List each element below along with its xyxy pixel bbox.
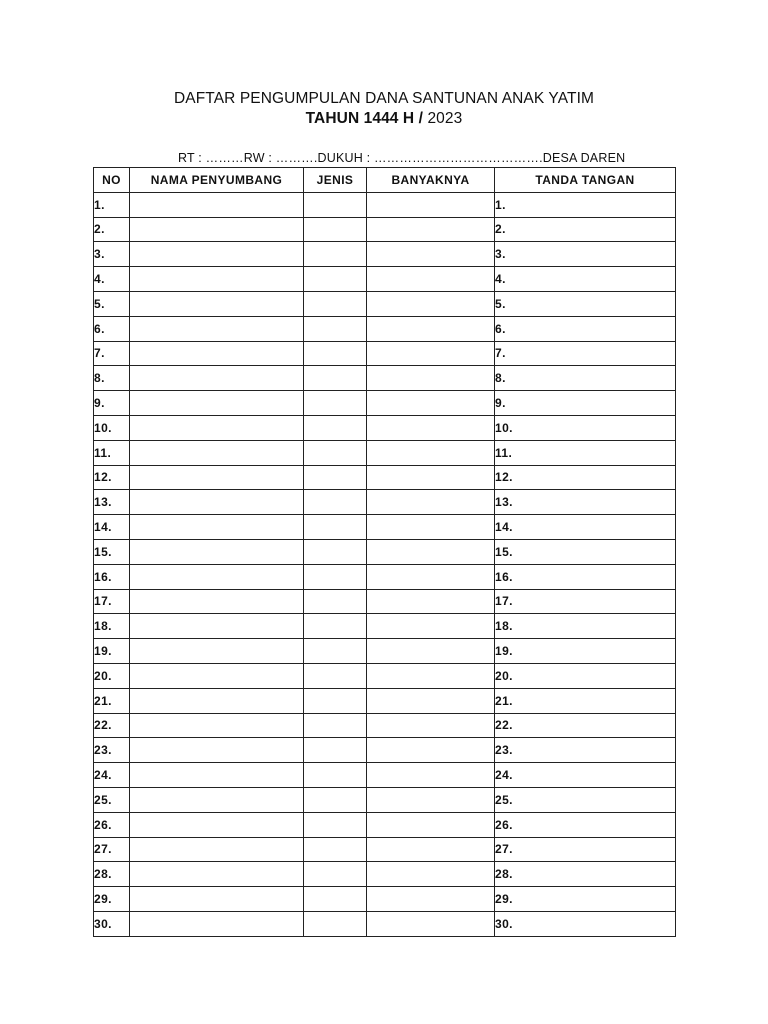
amount-cell [367, 217, 495, 242]
amount-cell [367, 242, 495, 267]
table-row [94, 639, 676, 664]
signature-cell: 2. [495, 217, 676, 242]
type-cell [304, 391, 367, 416]
amount-cell [367, 391, 495, 416]
donor-name-cell [130, 217, 304, 242]
table-row [94, 887, 676, 912]
table-row [94, 415, 676, 440]
table-row [94, 490, 676, 515]
row-number: 28. [94, 862, 130, 887]
signature-cell: 7. [495, 341, 676, 366]
signature-cell: 14. [495, 515, 676, 540]
type-cell [304, 415, 367, 440]
table-row [94, 911, 676, 936]
donor-name-cell [130, 490, 304, 515]
row-number: 12. [94, 465, 130, 490]
amount-cell [367, 589, 495, 614]
row-number: 25. [94, 787, 130, 812]
type-cell [304, 663, 367, 688]
column-header-type: JENIS [304, 168, 367, 193]
table-row [94, 663, 676, 688]
amount-cell [367, 713, 495, 738]
donor-name-cell [130, 688, 304, 713]
table-row [94, 614, 676, 639]
column-header-donor-name: NAMA PENYUMBANG [130, 168, 304, 193]
type-cell [304, 515, 367, 540]
donation-table [93, 167, 676, 937]
donor-name-cell [130, 862, 304, 887]
donor-name-cell [130, 366, 304, 391]
signature-cell: 18. [495, 614, 676, 639]
donor-name-cell [130, 911, 304, 936]
donor-name-cell [130, 713, 304, 738]
type-cell [304, 688, 367, 713]
table-row [94, 316, 676, 341]
row-number: 2. [94, 217, 130, 242]
row-number: 27. [94, 837, 130, 862]
donor-name-cell [130, 291, 304, 316]
signature-cell: 22. [495, 713, 676, 738]
donor-name-cell [130, 812, 304, 837]
row-number: 19. [94, 639, 130, 664]
row-number: 22. [94, 713, 130, 738]
donor-name-cell [130, 539, 304, 564]
donor-name-cell [130, 242, 304, 267]
donor-name-cell [130, 316, 304, 341]
amount-cell [367, 663, 495, 688]
table-row [94, 391, 676, 416]
amount-cell [367, 539, 495, 564]
table-row [94, 713, 676, 738]
type-cell [304, 242, 367, 267]
type-cell [304, 217, 367, 242]
amount-cell [367, 341, 495, 366]
document-subtitle [0, 110, 768, 128]
donor-name-cell [130, 391, 304, 416]
signature-cell: 16. [495, 564, 676, 589]
table-row [94, 242, 676, 267]
type-cell [304, 366, 367, 391]
signature-cell: 20. [495, 663, 676, 688]
type-cell [304, 440, 367, 465]
row-number: 17. [94, 589, 130, 614]
signature-cell: 17. [495, 589, 676, 614]
year-hijri: TAHUN 1444 H / [305, 110, 424, 127]
donor-name-cell [130, 415, 304, 440]
amount-cell [367, 911, 495, 936]
row-number: 8. [94, 366, 130, 391]
amount-cell [367, 887, 495, 912]
signature-cell: 8. [495, 366, 676, 391]
signature-cell: 19. [495, 639, 676, 664]
type-cell [304, 763, 367, 788]
donor-name-cell [130, 192, 304, 217]
amount-cell [367, 440, 495, 465]
table-row [94, 862, 676, 887]
type-cell [304, 738, 367, 763]
signature-cell: 21. [495, 688, 676, 713]
table-row [94, 812, 676, 837]
amount-cell [367, 738, 495, 763]
row-number: 1. [94, 192, 130, 217]
signature-cell: 26. [495, 812, 676, 837]
row-number: 15. [94, 539, 130, 564]
type-cell [304, 192, 367, 217]
table-row [94, 515, 676, 540]
table-row [94, 267, 676, 292]
row-number: 3. [94, 242, 130, 267]
table-row [94, 688, 676, 713]
donor-name-cell [130, 614, 304, 639]
signature-cell: 1. [495, 192, 676, 217]
type-cell [304, 539, 367, 564]
amount-cell [367, 639, 495, 664]
signature-cell: 30. [495, 911, 676, 936]
amount-cell [367, 564, 495, 589]
table-header-row [94, 168, 676, 193]
table-row [94, 589, 676, 614]
amount-cell [367, 787, 495, 812]
amount-cell [367, 291, 495, 316]
signature-cell: 15. [495, 539, 676, 564]
donor-name-cell [130, 763, 304, 788]
type-cell [304, 564, 367, 589]
table-row [94, 564, 676, 589]
type-cell [304, 837, 367, 862]
amount-cell [367, 490, 495, 515]
type-cell [304, 316, 367, 341]
row-number: 18. [94, 614, 130, 639]
row-number: 6. [94, 316, 130, 341]
column-header-signature: TANDA TANGAN [495, 168, 676, 193]
donor-name-cell [130, 515, 304, 540]
type-cell [304, 341, 367, 366]
donor-name-cell [130, 465, 304, 490]
type-cell [304, 267, 367, 292]
amount-cell [367, 862, 495, 887]
type-cell [304, 291, 367, 316]
amount-cell [367, 763, 495, 788]
row-number: 10. [94, 415, 130, 440]
amount-cell [367, 465, 495, 490]
type-cell [304, 862, 367, 887]
row-number: 24. [94, 763, 130, 788]
table-row [94, 440, 676, 465]
signature-cell: 3. [495, 242, 676, 267]
signature-cell: 27. [495, 837, 676, 862]
type-cell [304, 614, 367, 639]
row-number: 30. [94, 911, 130, 936]
donor-name-cell [130, 440, 304, 465]
donor-name-cell [130, 267, 304, 292]
amount-cell [367, 366, 495, 391]
type-cell [304, 465, 367, 490]
signature-cell: 9. [495, 391, 676, 416]
amount-cell [367, 515, 495, 540]
table-row [94, 217, 676, 242]
signature-cell: 13. [495, 490, 676, 515]
donor-name-cell [130, 837, 304, 862]
row-number: 13. [94, 490, 130, 515]
type-cell [304, 713, 367, 738]
table-row [94, 192, 676, 217]
type-cell [304, 639, 367, 664]
table-row [94, 787, 676, 812]
signature-cell: 5. [495, 291, 676, 316]
signature-cell: 29. [495, 887, 676, 912]
row-number: 7. [94, 341, 130, 366]
row-number: 16. [94, 564, 130, 589]
signature-cell: 28. [495, 862, 676, 887]
signature-cell: 23. [495, 738, 676, 763]
row-number: 9. [94, 391, 130, 416]
table-row [94, 837, 676, 862]
location-line: RT : ………RW : ……….DUKUH : ………………………………….DESA DAREN [178, 151, 626, 165]
donor-name-cell [130, 663, 304, 688]
amount-cell [367, 812, 495, 837]
column-header-amount: BANYAKNYA [367, 168, 495, 193]
row-number: 21. [94, 688, 130, 713]
table-row [94, 539, 676, 564]
table-row [94, 738, 676, 763]
signature-cell: 6. [495, 316, 676, 341]
row-number: 23. [94, 738, 130, 763]
row-number: 26. [94, 812, 130, 837]
row-number: 11. [94, 440, 130, 465]
row-number: 4. [94, 267, 130, 292]
table-row [94, 763, 676, 788]
table-row [94, 366, 676, 391]
donor-name-cell [130, 341, 304, 366]
type-cell [304, 490, 367, 515]
signature-cell: 25. [495, 787, 676, 812]
amount-cell [367, 837, 495, 862]
type-cell [304, 911, 367, 936]
donor-name-cell [130, 738, 304, 763]
row-number: 5. [94, 291, 130, 316]
type-cell [304, 812, 367, 837]
table-row [94, 341, 676, 366]
column-header-no: NO [94, 168, 130, 193]
signature-cell: 11. [495, 440, 676, 465]
table-row [94, 465, 676, 490]
donor-name-cell [130, 787, 304, 812]
signature-cell: 12. [495, 465, 676, 490]
year-gregorian: 2023 [423, 110, 463, 127]
table-row [94, 291, 676, 316]
row-number: 20. [94, 663, 130, 688]
donor-name-cell [130, 589, 304, 614]
donor-name-cell [130, 564, 304, 589]
type-cell [304, 589, 367, 614]
document-title: DAFTAR PENGUMPULAN DANA SANTUNAN ANAK YATIM [174, 90, 594, 107]
donor-name-cell [130, 639, 304, 664]
donor-name-cell [130, 887, 304, 912]
signature-cell: 4. [495, 267, 676, 292]
amount-cell [367, 316, 495, 341]
amount-cell [367, 267, 495, 292]
type-cell [304, 787, 367, 812]
row-number: 29. [94, 887, 130, 912]
amount-cell [367, 415, 495, 440]
type-cell [304, 887, 367, 912]
signature-cell: 24. [495, 763, 676, 788]
amount-cell [367, 688, 495, 713]
signature-cell: 10. [495, 415, 676, 440]
row-number: 14. [94, 515, 130, 540]
amount-cell [367, 614, 495, 639]
amount-cell [367, 192, 495, 217]
